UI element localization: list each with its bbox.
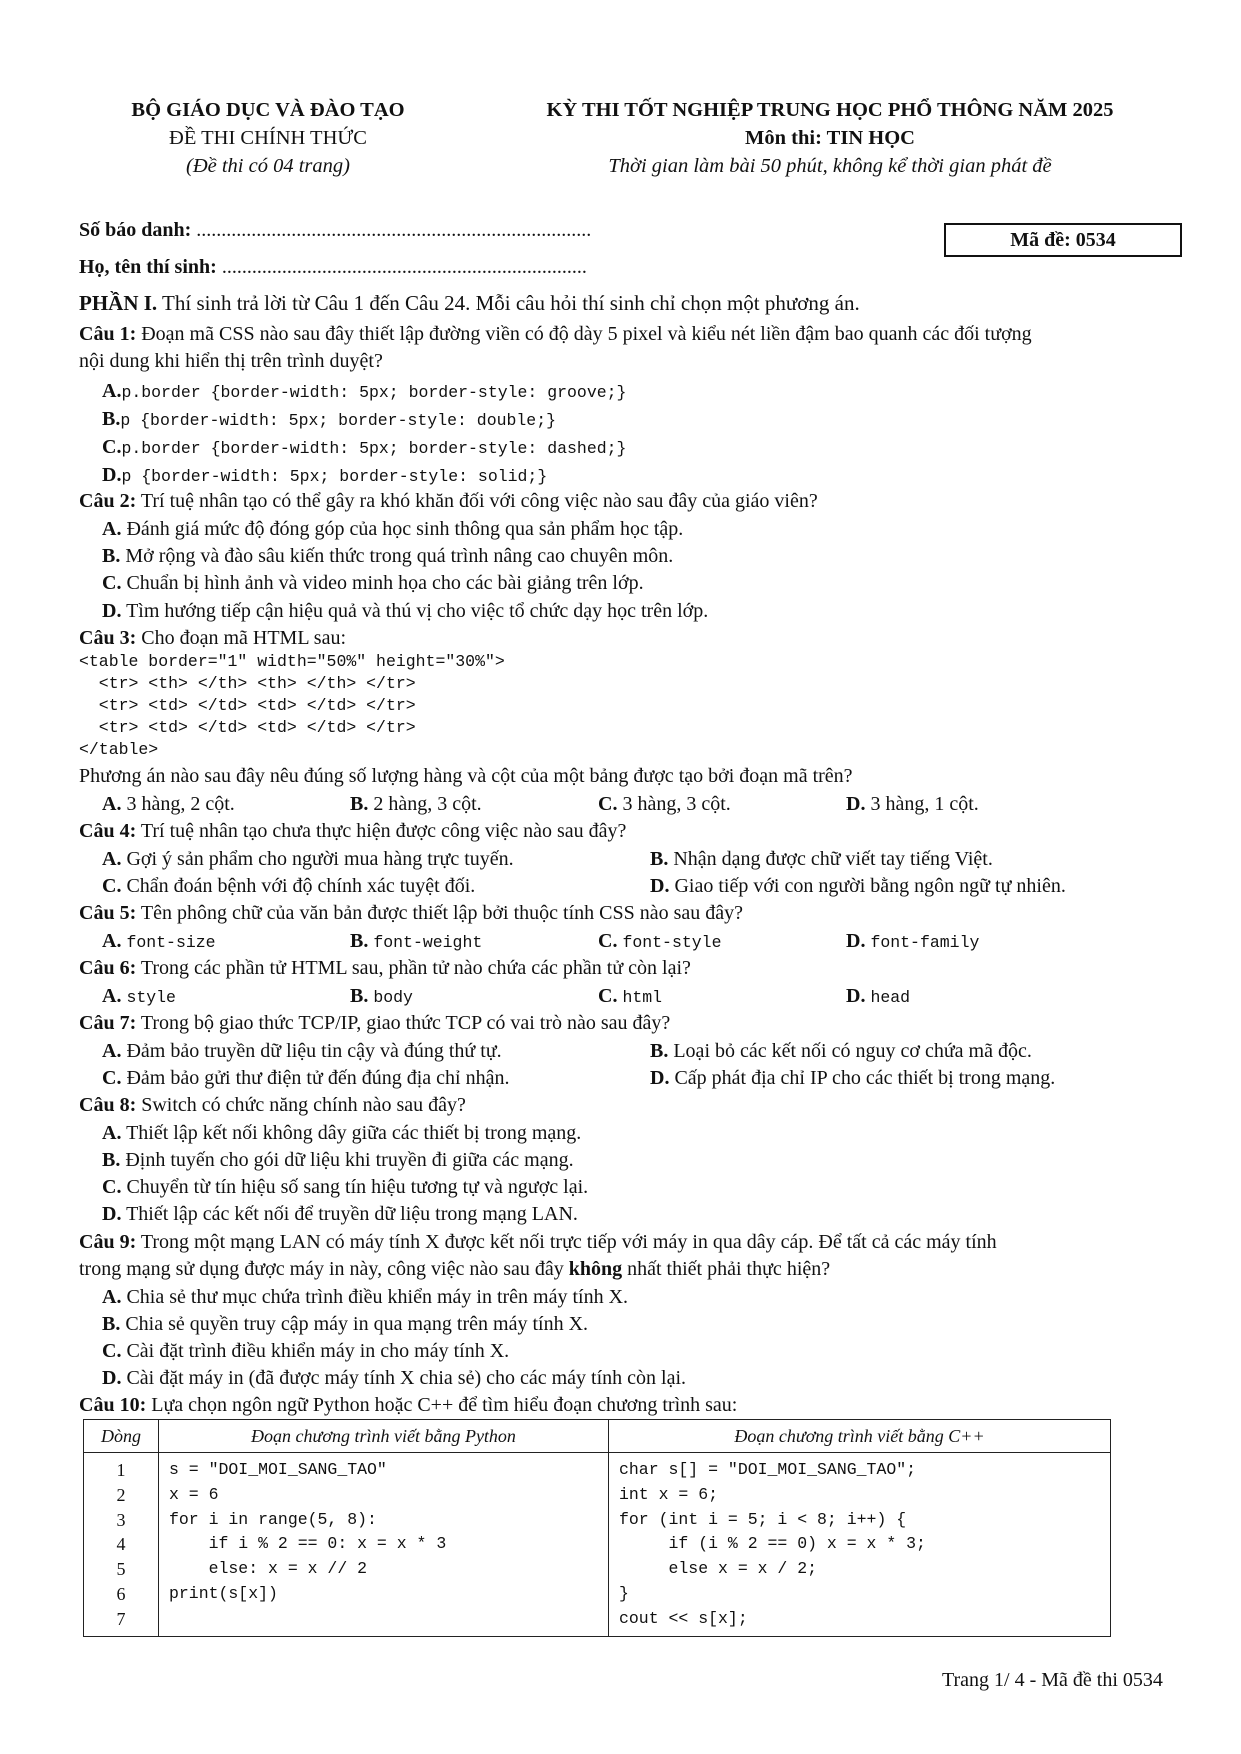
q8-text: Câu 8: Switch có chức năng chính nào sau đây? [79,1094,466,1116]
q8-option-c[interactable]: C. Chuyển từ tín hiệu số sang tín hiệu tương tự và ngược lại. [102,1176,589,1198]
q4-option-a[interactable]: A. Gợi ý sản phẩm cho người mua hàng trực tuyến. [102,848,514,870]
python-line [169,1607,608,1632]
q8-option-a[interactable]: A. Thiết lập kết nối không dây giữa các thiết bị trong mạng. [102,1122,582,1144]
q1-text: Câu 1: Đoạn mã CSS nào sau đây thiết lập đường viền có độ dày 5 pixel và kiểu nét liền đậm bao quanh các đối tượng [79,323,1032,345]
q2-option-c[interactable]: C. Chuẩn bị hình ảnh và video minh họa cho các bài giảng trên lớp. [102,572,644,594]
cpp-line: else x = x / 2; [619,1559,818,1579]
q6-option-d[interactable]: D. head [846,985,911,1007]
table-row [84,1453,1111,1637]
line-number: 6 [116,1583,126,1604]
q3-code-line: </table> [79,740,159,759]
cpp-line: int x = 6; [619,1484,719,1504]
q3-option-a[interactable]: A. 3 hàng, 2 cột. [102,793,235,815]
q4-text: Câu 4: Trí tuệ nhân tạo chưa thực hiện được công việc nào sau đây? [79,820,627,842]
q1-option-b[interactable]: B.p {border-width: 5px; border-style: double;} [102,408,557,430]
q1-option-d[interactable]: D.p {border-width: 5px; border-style: solid;} [102,464,548,486]
q9-option-a[interactable]: A. Chia sẻ thư mục chứa trình điều khiển máy in trên máy tính X. [102,1286,629,1308]
q3-code-line: <tr> <th> </th> <th> </th> </tr> [79,674,416,693]
sbd-label: Số báo danh: [79,219,192,241]
header-left [88,96,448,180]
time-note: Thời gian làm bài 50 phút, không kể thời gian phát đề [608,155,1052,177]
q9-text-cont: trong mạng sử dụng được máy in này, công việc nào sau đây không nhất thiết phải thực hiện? [79,1258,831,1280]
q7-option-a[interactable]: A. Đảm bảo truyền dữ liệu tin cậy và đúng thứ tự. [102,1040,502,1062]
q7-option-b[interactable]: B. Loại bỏ các kết nối có nguy cơ chứa mã độc. [650,1040,1032,1062]
q5-option-a[interactable]: A. font-size [102,930,216,952]
q10-text: Câu 10: Lựa chọn ngôn ngữ Python hoặc C++ để tìm hiểu đoạn chương trình sau: [79,1394,738,1416]
q5-option-c[interactable]: C. font-style [598,930,722,952]
name-dots: ......................................................................... [221,256,587,278]
q4-option-c[interactable]: C. Chẩn đoán bệnh với độ chính xác tuyệt đối. [102,875,476,897]
python-line: print(s[x]) [169,1583,278,1603]
cpp-line: cout << s[x]; [619,1608,748,1628]
q2-text: Câu 2: Trí tuệ nhân tạo có thể gây ra khó khăn đối với công việc nào sau đây của giáo viên? [79,490,818,512]
q3-option-c[interactable]: C. 3 hàng, 3 cột. [598,793,731,815]
q7-option-c[interactable]: C. Đảm bảo gửi thư điện tử đến đúng địa chỉ nhận. [102,1067,510,1089]
q7-option-d[interactable]: D. Cấp phát địa chỉ IP cho các thiết bị trong mạng. [650,1067,1056,1089]
name-label: Họ, tên thí sinh: [79,256,217,278]
python-line: else: x = x // 2 [169,1559,368,1579]
python-line: for i in range(5, 8): [169,1509,377,1529]
q9-option-d[interactable]: D. Cài đặt máy in (đã được máy tính X chia sẻ) cho các máy tính còn lại. [102,1367,687,1389]
q7-text: Câu 7: Trong bộ giao thức TCP/IP, giao thức TCP có vai trò nào sau đây? [79,1012,671,1034]
q9-option-c[interactable]: C. Cài đặt trình điều khiển máy in cho máy tính X. [102,1340,510,1362]
q3-question: Phương án nào sau đây nêu đúng số lượng hàng và cột của một bảng được tạo bởi đoạn mã trên? [79,765,853,787]
line-number: 1 [116,1460,126,1480]
program-table [83,1419,1111,1637]
exam-title: KỲ THI TỐT NGHIỆP TRUNG HỌC PHỔ THÔNG NĂM 2025 [546,99,1114,121]
q4-option-d[interactable]: D. Giao tiếp với con người bằng ngôn ngữ tự nhiên. [650,875,1066,897]
line-number: 5 [116,1559,126,1580]
q9-option-b[interactable]: B. Chia sẻ quyền truy cập máy in qua mạng trên máy tính X. [102,1313,589,1335]
line-numbers-cell [84,1453,159,1637]
line-number: 4 [116,1534,126,1555]
cpp-code-cell [609,1453,1111,1637]
part1-heading: PHẦN I. Thí sinh trả lời từ Câu 1 đến Câu 24. Mỗi câu hỏi thí sinh chỉ chọn một phương án. [79,291,860,315]
name-line [79,255,587,280]
q5-text: Câu 5: Tên phông chữ của văn bản được thiết lập bởi thuộc tính CSS nào sau đây? [79,902,744,924]
line-number: 7 [116,1608,126,1629]
ministry-name: BỘ GIÁO DỤC VÀ ĐÀO TẠO [131,99,405,121]
q5-option-d[interactable]: D. font-family [846,930,980,952]
col-line-header: Dòng [84,1420,159,1453]
python-line: if i % 2 == 0: x = x * 3 [169,1534,447,1554]
cpp-line: if (i % 2 == 0) x = x * 3; [619,1534,926,1554]
q6-text: Câu 6: Trong các phần tử HTML sau, phần tử nào chứa các phần tử còn lại? [79,957,691,979]
q3-code-line: <table border="1" width="50%" height="30%"> [79,652,505,671]
q8-option-b[interactable]: B. Định tuyến cho gói dữ liệu khi truyền đi giữa các mạng. [102,1149,574,1171]
cpp-line: } [619,1583,629,1603]
header-right [490,96,1170,180]
q3-option-d[interactable]: D. 3 hàng, 1 cột. [846,793,979,815]
q6-option-c[interactable]: C. html [598,985,663,1007]
q3-option-b[interactable]: B. 2 hàng, 3 cột. [350,793,482,815]
q1-option-c[interactable]: C.p.border {border-width: 5px; border-style: dashed;} [102,436,627,458]
col-python-header: Đoạn chương trình viết bằng Python [159,1420,609,1453]
pages-note: (Đề thi có 04 trang) [186,155,350,177]
python-code-cell [159,1453,609,1637]
page-footer: Trang 1/ 4 - Mã đề thi 0534 [942,1669,1163,1691]
q2-option-b[interactable]: B. Mở rộng và đào sâu kiến thức trong quá trình nâng cao chuyên môn. [102,545,674,567]
subject-line: Môn thi: TIN HỌC [745,127,915,149]
python-line: x = 6 [169,1484,219,1504]
line-number: 2 [116,1484,126,1505]
q3-text: Câu 3: Cho đoạn mã HTML sau: [79,627,347,649]
sbd-line [79,218,591,243]
q1-text-cont: nội dung khi hiển thị trên trình duyệt? [79,350,383,372]
python-line: s = "DOI_MOI_SANG_TAO" [169,1460,387,1479]
q2-option-d[interactable]: D. Tìm hướng tiếp cận hiệu quả và thú vị cho việc tổ chức dạy học trên lớp. [102,600,709,622]
cpp-line: for (int i = 5; i < 8; i++) { [619,1509,907,1529]
cpp-line: char s[] = "DOI_MOI_SANG_TAO"; [619,1460,917,1479]
exam-code-box: Mã đề: 0534 [944,223,1182,257]
q1-option-a[interactable]: A.p.border {border-width: 5px; border-style: groove;} [102,380,627,402]
line-number: 3 [116,1509,126,1530]
q9-text: Câu 9: Trong một mạng LAN có máy tính X được kết nối trực tiếp với máy in qua dây cáp. Để tất cả các máy tính [79,1231,997,1253]
official-label: ĐỀ THI CHÍNH THỨC [169,127,367,149]
q6-option-a[interactable]: A. style [102,985,176,1007]
q3-code-line: <tr> <td> </td> <td> </td> </tr> [79,718,416,737]
q5-option-b[interactable]: B. font-weight [350,930,483,952]
table-header-row [84,1420,1111,1453]
q8-option-d[interactable]: D. Thiết lập các kết nối để truyền dữ liệu trong mạng LAN. [102,1203,578,1225]
q4-option-b[interactable]: B. Nhận dạng được chữ viết tay tiếng Việt. [650,848,993,870]
sbd-dots: ............................................................................... [196,219,592,241]
q3-code-line: <tr> <td> </td> <td> </td> </tr> [79,696,416,715]
q2-option-a[interactable]: A. Đánh giá mức độ đóng góp của học sinh thông qua sản phẩm học tập. [102,518,684,540]
q6-option-b[interactable]: B. body [350,985,413,1007]
col-cpp-header: Đoạn chương trình viết bằng C++ [609,1420,1111,1453]
